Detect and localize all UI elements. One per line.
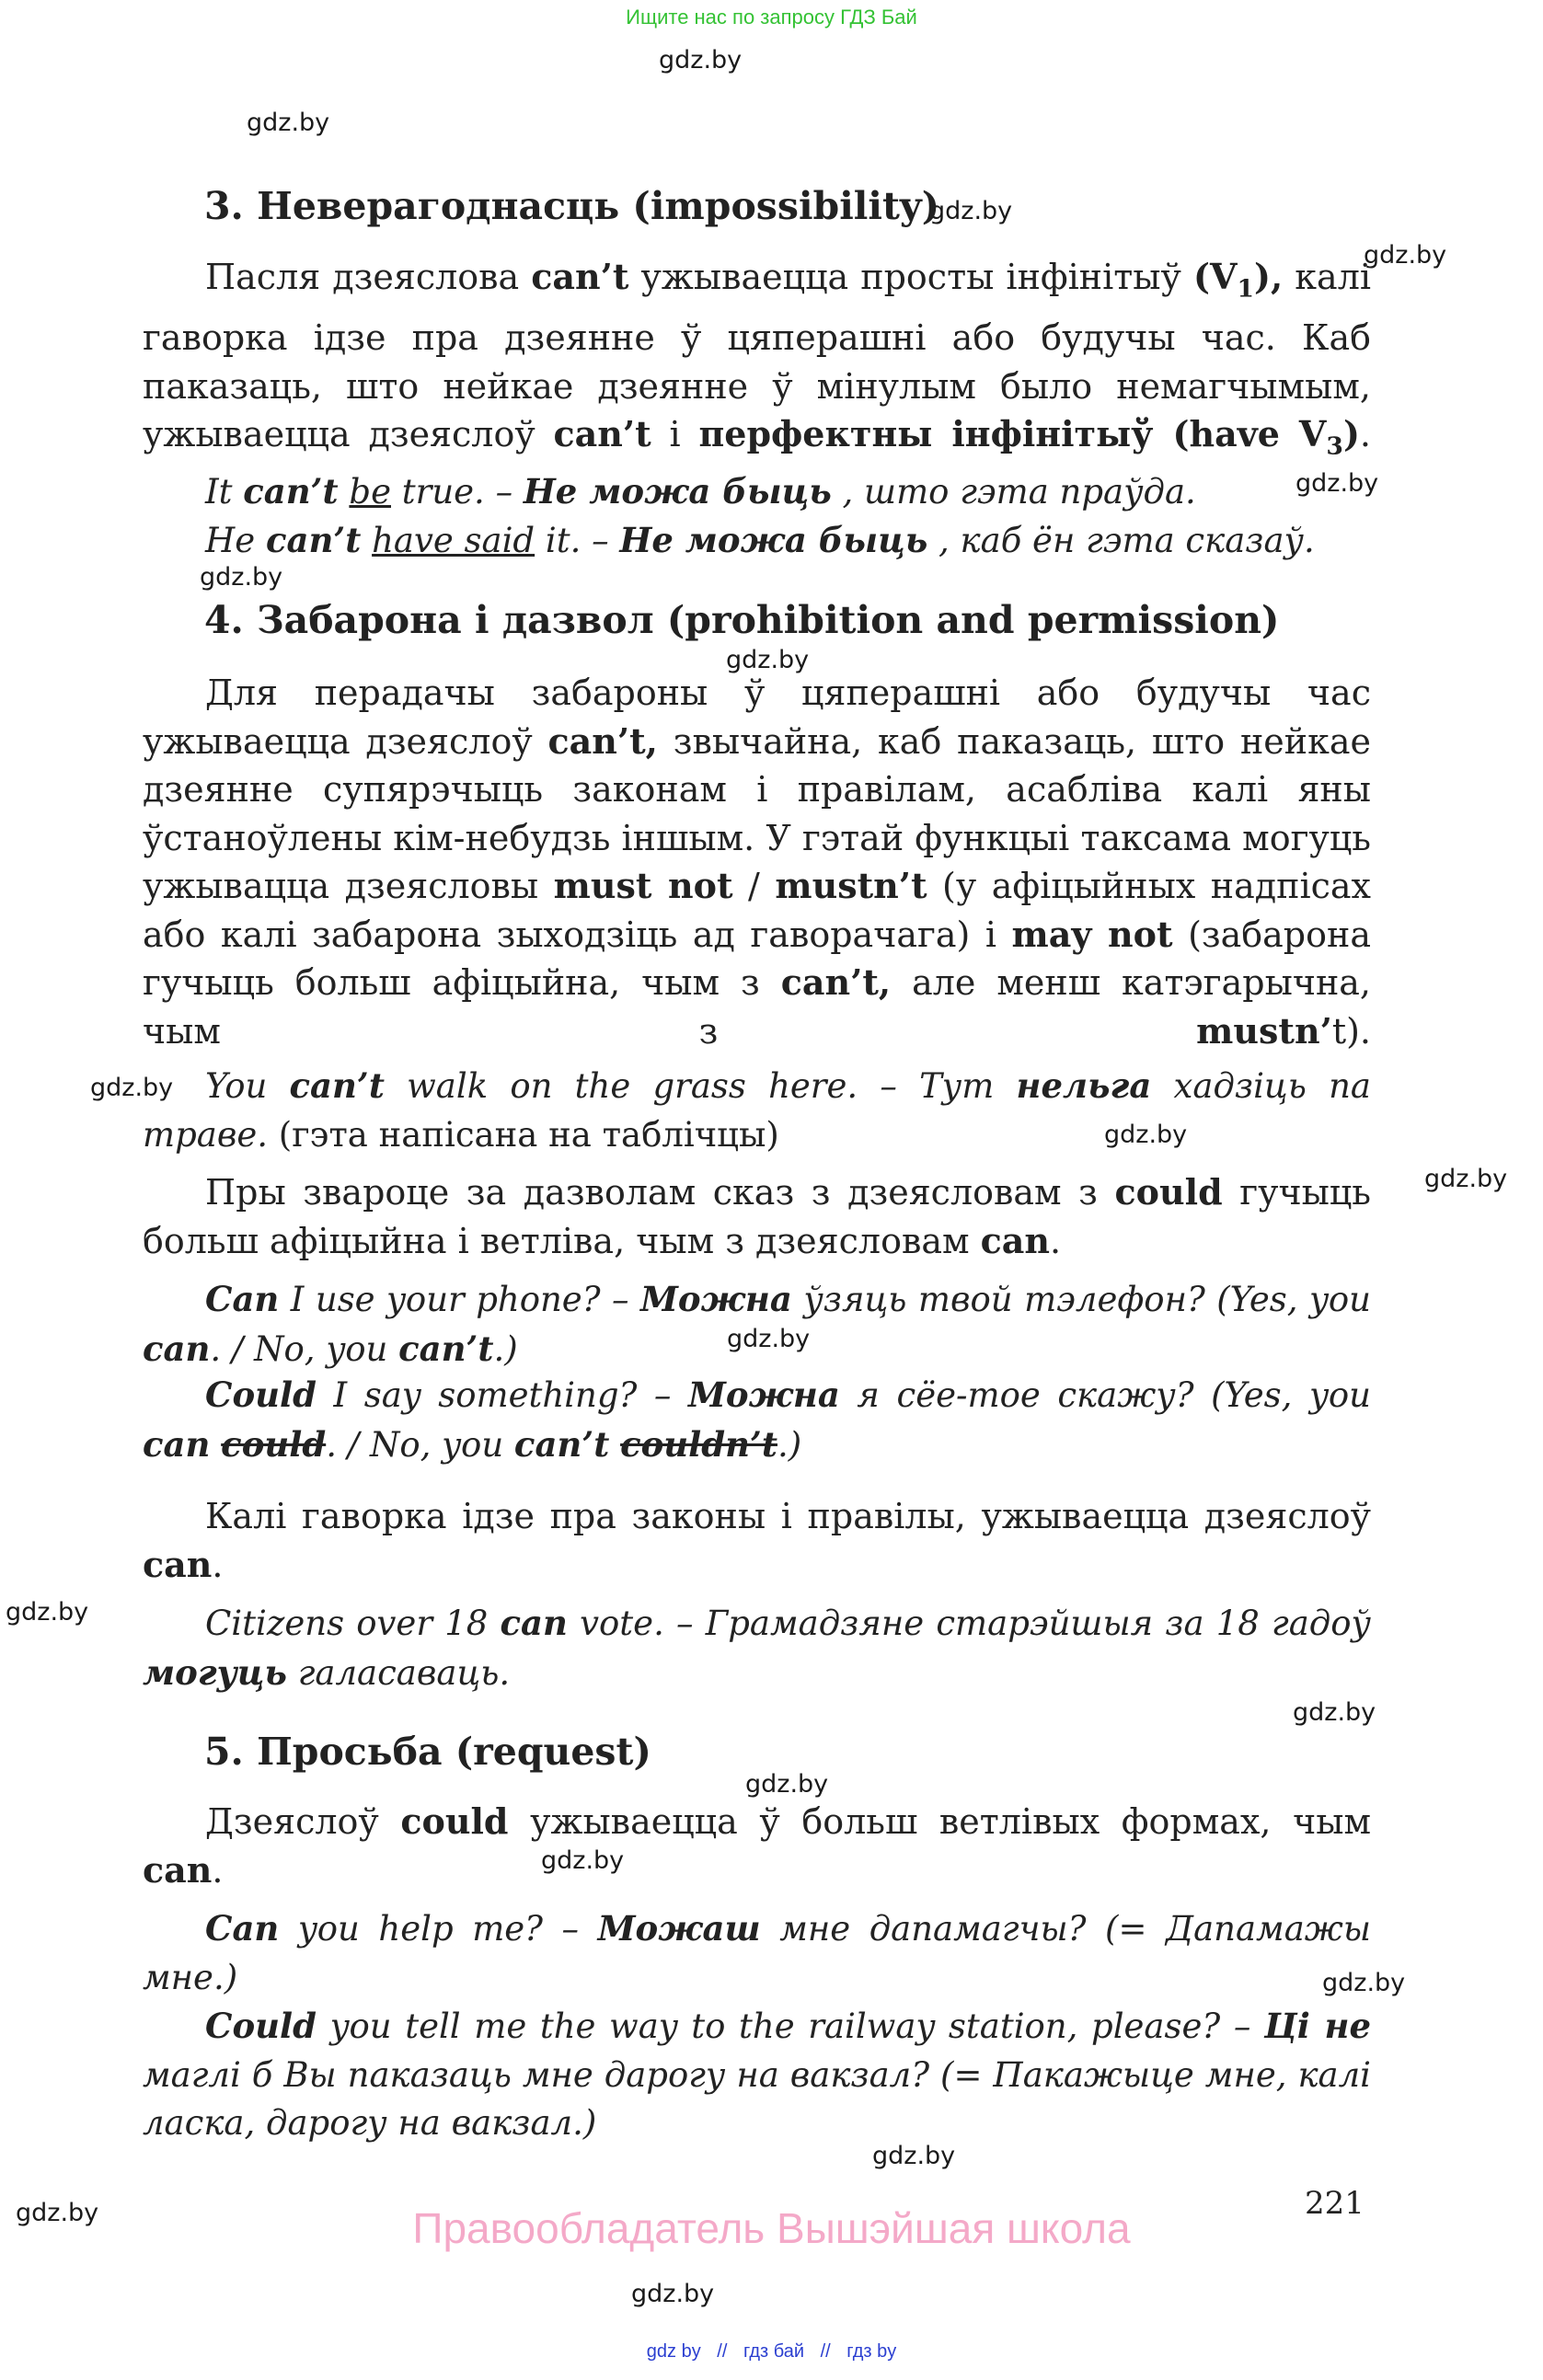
page-number: 221: [1305, 2185, 1365, 2222]
copyright-notice: Правообладатель Вышэйшая школа: [412, 2204, 1131, 2252]
watermark: gdz.by: [541, 1846, 625, 1875]
section4-paragraph-1: Для перадачы забароны ў цяперашні або будучы час ужываецца дзеяслоў can’t, звычайна, каб паказаць, што нейкае дзеянне супярэчыць законам і правілам, асабліва калі яны ўстаноўлены кім-небудзь іншым. У гэтай функцыі таксама могуць ужывацца дзеясловы must not / mustn’t (у афіцыйных надпісах або калі забарона зыходзіць ад гаворачага) і may not (забарона гучыць больш афіцыйна, чым з can’t, але менш катэгарычна, чым з mustn’t).: [143, 673, 1372, 1052]
watermark: gdz.by: [1293, 1698, 1376, 1727]
watermark: gdz.by: [16, 2199, 99, 2227]
section5-title: 5. Просьба (request): [204, 1730, 651, 1774]
watermark: gdz.by: [6, 1598, 89, 1627]
watermark: gdz.by: [929, 197, 1013, 225]
section3-title: 3. Неверагоднасць (impossibility): [204, 184, 940, 228]
watermark: gdz.by: [745, 1770, 829, 1799]
section5-example-2: Could you tell me the way to the railway station, please? – Ці не маглі б Вы паказаць мне дарогу на вакзал? (= Пакажыце мне, калі ласка, дарогу на вакзал.): [143, 2006, 1371, 2143]
watermark: gdz.by: [1364, 241, 1447, 270]
section4-paragraph-2: Пры звароце за дазволам сказ з дзеясловам з could гучыць больш афіцыйна і ветліва, чым з дзеясловам can.: [143, 1171, 1371, 1261]
section4-paragraph-3: Калі гаворка ідзе пра законы і правілы, ужываецца дзеяслоў can.: [143, 1496, 1371, 1585]
section4-title: 4. Забарона і дазвол (prohibition and permission): [204, 598, 1280, 642]
section4-example-2: Can I use your phone? – Можна ўзяць твой тэлефон? (Yes, you can. / No, you can’t.): [143, 1279, 1372, 1369]
footer-link[interactable]: гдз бай: [743, 2341, 805, 2362]
watermark: gdz.by: [631, 2280, 715, 2308]
watermark: gdz.by: [727, 1325, 811, 1353]
section4-example-1: You can’t walk on the grass here. – Тут нельга хадзіць па траве. (гэта напісана на таблічцы): [143, 1065, 1371, 1155]
footer-link[interactable]: гдз by: [846, 2341, 897, 2362]
section3-paragraph: Пасля дзеяслова can’t ужываецца просты інфінітыў $(V_1)$, калі гаворка ідзе пра дзеянне ў цяперашні або будучы час. Каб паказаць, што нейкае дзеянне ў мінулым было немагчымым, ужываецца дзеяслоў can’t і перфектны інфінітыў (have $V_3$).: [143, 256, 1372, 461]
footer-separator: //: [717, 2341, 728, 2362]
section4-example-3: Could I say something? – Можна я сёе-тое скажу? (Yes, you can could. / No, you can’t couldn’t.): [143, 1374, 1371, 1465]
watermark: gdz.by: [659, 46, 743, 75]
section5-example-1: Can you help me? – Можаш мне дапамагчы? (= Дапамажы мне.): [143, 1908, 1371, 1997]
watermark: gdz.by: [872, 2142, 956, 2170]
footer-links: [0, 2341, 1543, 2363]
watermark: gdz.by: [1104, 1121, 1188, 1149]
watermark: gdz.by: [247, 109, 330, 137]
watermark: gdz.by: [1295, 469, 1379, 498]
section5-paragraph: Дзеяслоў could ужываецца ў больш ветлівых формах, чым can.: [143, 1800, 1371, 1891]
footer-link[interactable]: gdz by: [646, 2341, 701, 2362]
section4-example-4: Citizens over 18 can vote. – Грамадзяне старэйшыя за 18 гадоў могуць галасаваць.: [143, 1603, 1371, 1693]
watermark: gdz.by: [90, 1074, 174, 1102]
watermark: gdz.by: [1322, 1969, 1406, 1997]
footer-separator: //: [820, 2341, 831, 2362]
watermark: gdz.by: [726, 646, 810, 674]
watermark: gdz.by: [1424, 1165, 1508, 1193]
watermark: gdz.by: [200, 563, 283, 592]
section3-example-1: It can’t be true. – Не можа быць , што гэта праўда.: [205, 471, 1196, 512]
search-banner: Ищите нас по запросу ГДЗ Бай: [626, 6, 917, 29]
section3-example-2: He can’t have said it. – Не можа быць , каб ён гэта сказаў.: [205, 520, 1315, 560]
